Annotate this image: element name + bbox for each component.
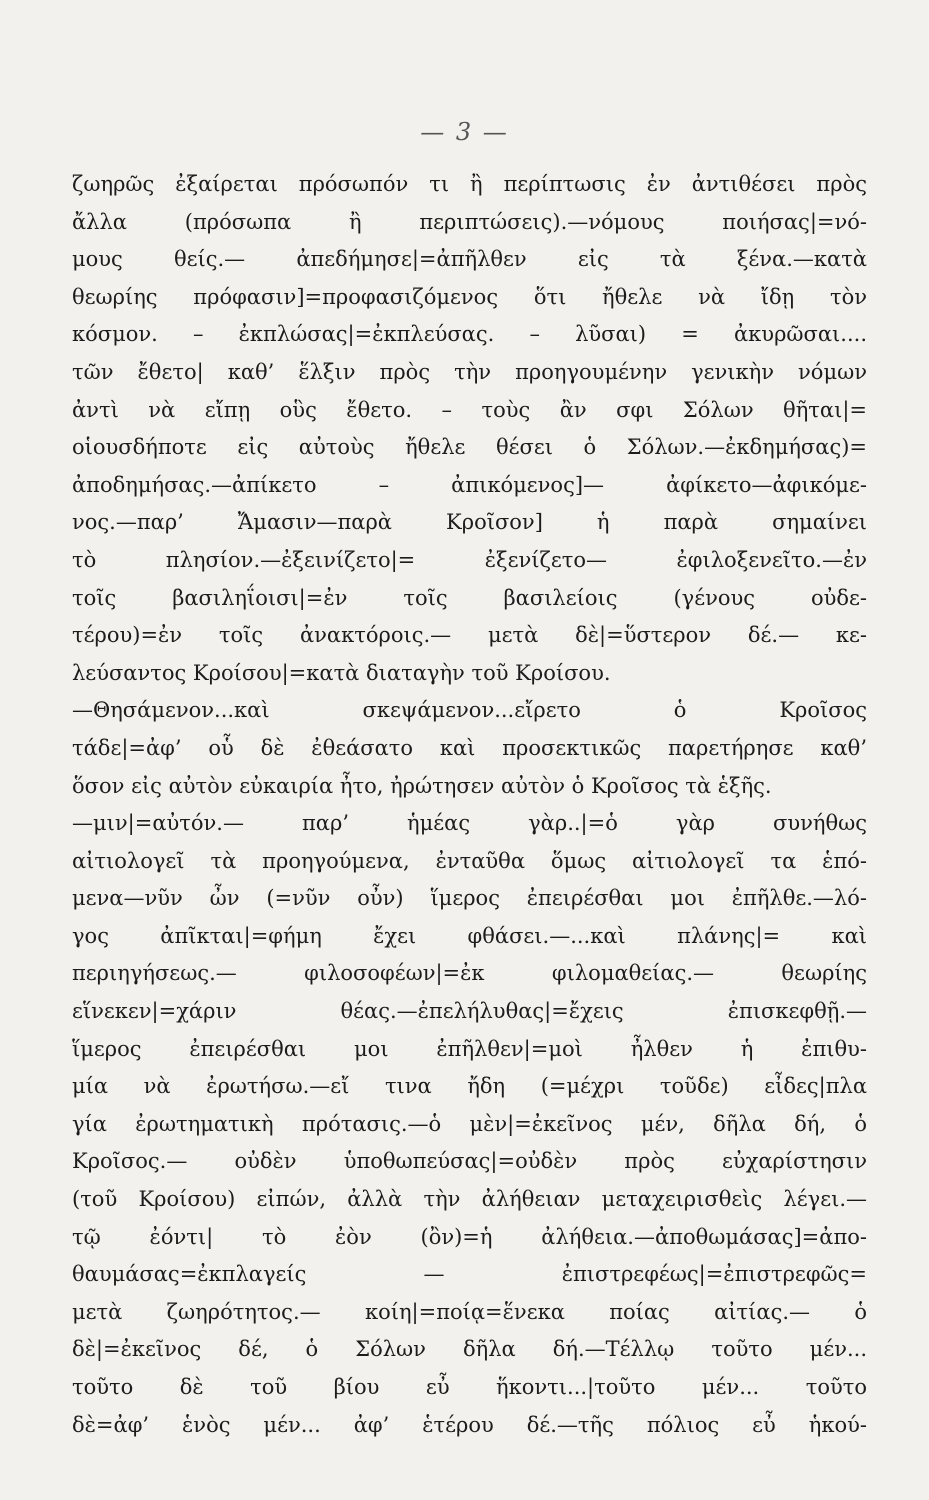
text-line: τοῦτο δὲ τοῦ βίου εὖ ἥκοντι...|τοῦτο μέν... τοῦτο [72,1375,867,1399]
text-line: τὸ πλησίον.—ἐξεινίζετο|= ἐξενίζετο— ἐφιλοξενεῖτο.—ἐν [72,547,867,572]
text-line: τῷ ἐόντι| τὸ ἐὸν (ὂν)=ἡ ἀλήθεια.—ἀποθωμάσας]=ἀπο- [72,1224,867,1249]
text-line: θεωρίης πρόφασιν]=προφασιζόμενος ὅτι ἤθελε νὰ ἴδῃ τὸν [72,284,867,309]
text-line: τοῖς βασιληΐοισι|=ἐν τοῖς βασιλείοις (γένους οὐδε- [72,585,867,610]
text-line: ἄλλα (πρόσωπα ἢ περιπτώσεις).—νόμους ποιήσας|=νό- [72,209,867,234]
text-line: μετὰ ζωηρότητος.— κοίη|=ποίᾳ=ἕνεκα ποίας αἰτίας.— ὁ [72,1299,867,1324]
text-line: τῶν ἔθετο| καθ’ ἕλξιν πρὸς τὴν προηγουμένην γενικὴν νόμων [72,359,867,384]
text-line: μους θείς.— ἀπεδήμησε|=ἀπῆλθεν εἰς τὰ ξένα.—κατὰ [72,247,867,272]
page-text-body [72,166,867,1444]
text-line: ἵμερος ἐπειρέσθαι μοι ἐπῆλθεν|=μοὶ ἦλθεν ἡ ἐπιθυ- [72,1036,867,1061]
text-line: θαυμάσας=ἐκπλαγείς — ἐπιστρεφέως|=ἐπιστρεφῶς= [72,1262,867,1287]
text-line: (τοῦ Κροίσου) εἰπών, ἀλλὰ τὴν ἀλήθειαν μεταχειρισθεὶς λέγει.— [72,1187,867,1212]
text-line: δὲ=ἀφ’ ἑνὸς μέν... ἀφ’ ἑτέρου δέ.—τῆς πόλιος εὖ ἡκού- [72,1412,867,1437]
text-line: κόσμον. – ἐκπλώσας|=ἐκπλεύσας. – λῦσαι) = ἀκυρῶσαι.... [72,322,867,347]
text-line: εἵνεκεν|=χάριν θέας.—ἐπελήλυθας|=ἔχεις ἐπισκεφθῇ.— [72,999,867,1024]
text-line: μενα—νῦν ὦν (=νῦν οὖν) ἵμερος ἐπειρέσθαι μοι ἐπῆλθε.—λό- [72,886,867,911]
text-line: γία ἐρωτηματικὴ πρότασις.—ὁ μὲν|=ἐκεῖνος μέν, δῆλα δή, ὁ [72,1111,867,1136]
text-line: λεύσαντος Κροίσου|=κατὰ διαταγὴν τοῦ Κροίσου. [72,660,611,685]
text-line: —μιν|=αὐτόν.— παρ’ ἡμέας γὰρ..|=ὁ γὰρ συνήθως [72,811,867,836]
text-line: νος.—παρ’ Ἄμασιν—παρὰ Κροῖσον] ἡ παρὰ σημαίνει [72,510,867,535]
text-line: τέρου)=ἐν τοῖς ἀνακτόροις.— μετὰ δὲ|=ὕστερον δέ.— κε- [72,623,867,648]
text-line: δὲ|=ἐκεῖνος δέ, ὁ Σόλων δῆλα δή.—Τέλλῳ τοῦτο μέν... [72,1337,867,1362]
text-line: μία νὰ ἐρωτήσω.—εἴ τινα ἤδη (=μέχρι τοῦδε) εἶδες|πλα [72,1074,867,1099]
text-line: περιηγήσεως.— φιλοσοφέων|=ἐκ φιλομαθείας.— θεωρίης [72,961,867,986]
page-number: — 3 — [420,118,509,146]
text-line: ὅσον εἰς αὐτὸν εὐκαιρία ἦτο, ἠρώτησεν αὐτὸν ὁ Κροῖσος τὰ ἑξῆς. [72,773,772,798]
text-line: ἀποδημήσας.—ἀπίκετο – ἀπικόμενος]— ἀφίκετο—ἀφικόμε- [72,472,867,497]
text-line: οἱουσδήποτε εἰς αὐτοὺς ἤθελε θέσει ὁ Σόλων.—ἐκδημήσας)= [72,435,867,460]
text-line: ἀντὶ νὰ εἴπῃ οὓς ἔθετο. – τοὺς ἂν σφι Σόλων θῆται|= [72,397,867,422]
text-line: ζωηρῶς ἐξαίρεται πρόσωπόν τι ἢ περίπτωσις ἐν ἀντιθέσει πρὸς [72,172,867,196]
text-line: Κροῖσος.— οὐδὲν ὑποθωπεύσας|=οὐδὲν πρὸς εὐχαρίστησιν [72,1149,867,1174]
text-line: γος ἀπῖκται|=φήμη ἔχει φθάσει.—...καὶ πλάνης|= καὶ [72,923,867,948]
text-line: —Θησάμενον...καὶ σκεψάμενον...εἴρετο ὁ Κροῖσος [72,698,867,723]
text-line: τάδε|=ἀφ’ οὗ δὲ ἐθεάσατο καὶ προσεκτικῶς παρετήρησε καθ’ [72,735,867,760]
text-line: αἰτιολογεῖ τὰ προηγούμενα, ἐνταῦθα ὅμως αἰτιολογεῖ τα ἑπό- [72,848,867,873]
